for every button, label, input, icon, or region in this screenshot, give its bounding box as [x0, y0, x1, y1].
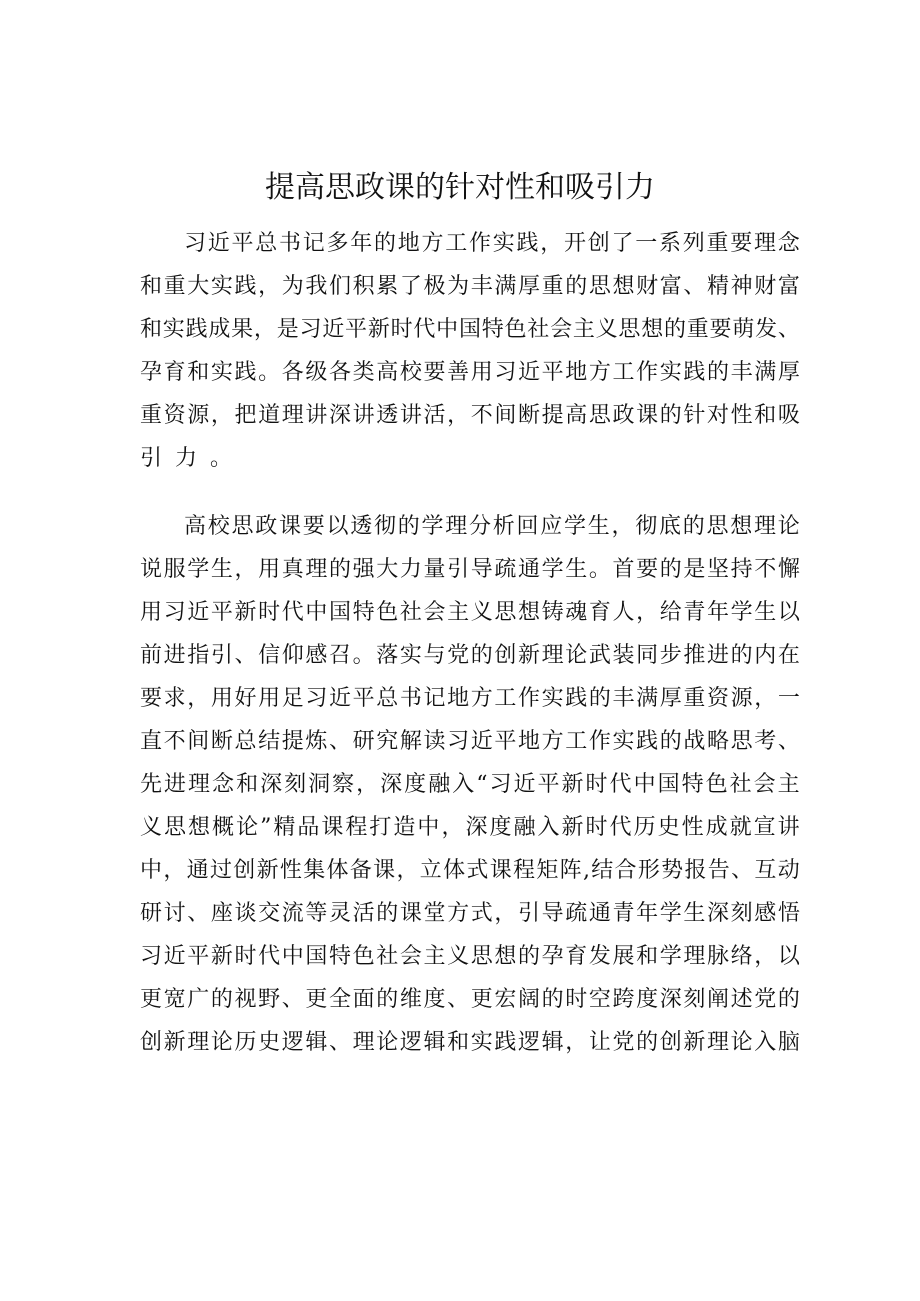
text-line: 和 实 践 成 果 ， 是 习 近 平 新 时 代 中 国 特 色 社 会 主 义 思 想 的 重 要 萌 发 、: [140, 317, 800, 342]
text-line: 重 资 源 ， 把 道 理 讲 深 讲 透 讲 活 ， 不 间 断 提 高 思 政 课 的 针 对 性 和 吸: [140, 403, 800, 428]
paragraph-2: [140, 505, 800, 1064]
text-line: 和 重 大 实 践 ， 为 我 们 积 累 了 极 为 丰 满 厚 重 的 思 想 财 富 、 精 神 财 富: [140, 274, 800, 299]
text-line: 创 新 理 论 历 史 逻 辑 、 理 论 逻 辑 和 实 践 逻 辑 ， 让 党 的 创 新 理 论 入 脑: [140, 1030, 800, 1055]
text-line: 更 宽 广 的 视 野 、 更 全 面 的 维 度 、 更 宏 阔 的 时 空 跨 度 深 刻 阐 述 党 的: [140, 987, 800, 1012]
text-line: 孕 育 和 实 践 。 各 级 各 类 高 校 要 善 用 习 近 平 地 方 工 作 实 践 的 丰 满 厚: [140, 360, 800, 385]
text-line: 用 习 近 平 新 时 代 中 国 特 色 社 会 主 义 思 想 铸 魂 育 人 ， 给 青 年 学 生 以: [140, 600, 800, 625]
paragraph-1: [140, 222, 800, 480]
text-line: 先 进 理 念 和 深 刻 洞 察 ， 深 度 融 入 “ 习 近 平 新 时 代 中 国 特 色 社 会 主: [140, 772, 800, 797]
text-line: 义 思 想 概 论 ” 精 品 课 程 打 造 中 ， 深 度 融 入 新 时 代 历 史 性 成 就 宣 讲: [140, 815, 800, 840]
text-line: 说 服 学 生 ， 用 真 理 的 强 大 力 量 引 导 疏 通 学 生 。 首 要 的 是 坚 持 不 懈: [140, 557, 800, 582]
text-line: 高 校 思 政 课 要 以 透 彻 的 学 理 分 析 回 应 学 生 ， 彻 底 的 思 想 理 论: [184, 514, 800, 539]
text-line: 习 近 平 总 书 记 多 年 的 地 方 工 作 实 践 ， 开 创 了 一 系 列 重 要 理 念: [184, 231, 800, 256]
text-line: 中 ， 通 过 创 新 性 集 体 备 课 ， 立 体 式 课 程 矩 阵 , 结 合 形 势 报 告 、 互 动: [140, 858, 800, 883]
text-line: 习 近 平 新 时 代 中 国 特 色 社 会 主 义 思 想 的 孕 育 发 展 和 学 理 脉 络 ， 以: [140, 944, 800, 969]
document-title: 提高思政课的针对性和吸引力: [265, 170, 655, 205]
text-line: 引 力 。: [140, 446, 233, 471]
text-line: 直 不 间 断 总 结 提 炼 、 研 究 解 读 习 近 平 地 方 工 作 实 践 的 战 略 思 考 、: [140, 729, 800, 754]
text-line: 要 求 ， 用 好 用 足 习 近 平 总 书 记 地 方 工 作 实 践 的 丰 满 厚 重 资 源 ， 一: [140, 686, 800, 711]
text-line: 前 进 指 引 、 信 仰 感 召 。 落 实 与 党 的 创 新 理 论 武 装 同 步 推 进 的 内 在: [140, 643, 800, 668]
text-line: 研 讨 、 座 谈 交 流 等 灵 活 的 课 堂 方 式 ， 引 导 疏 通 青 年 学 生 深 刻 感 悟: [140, 901, 800, 926]
